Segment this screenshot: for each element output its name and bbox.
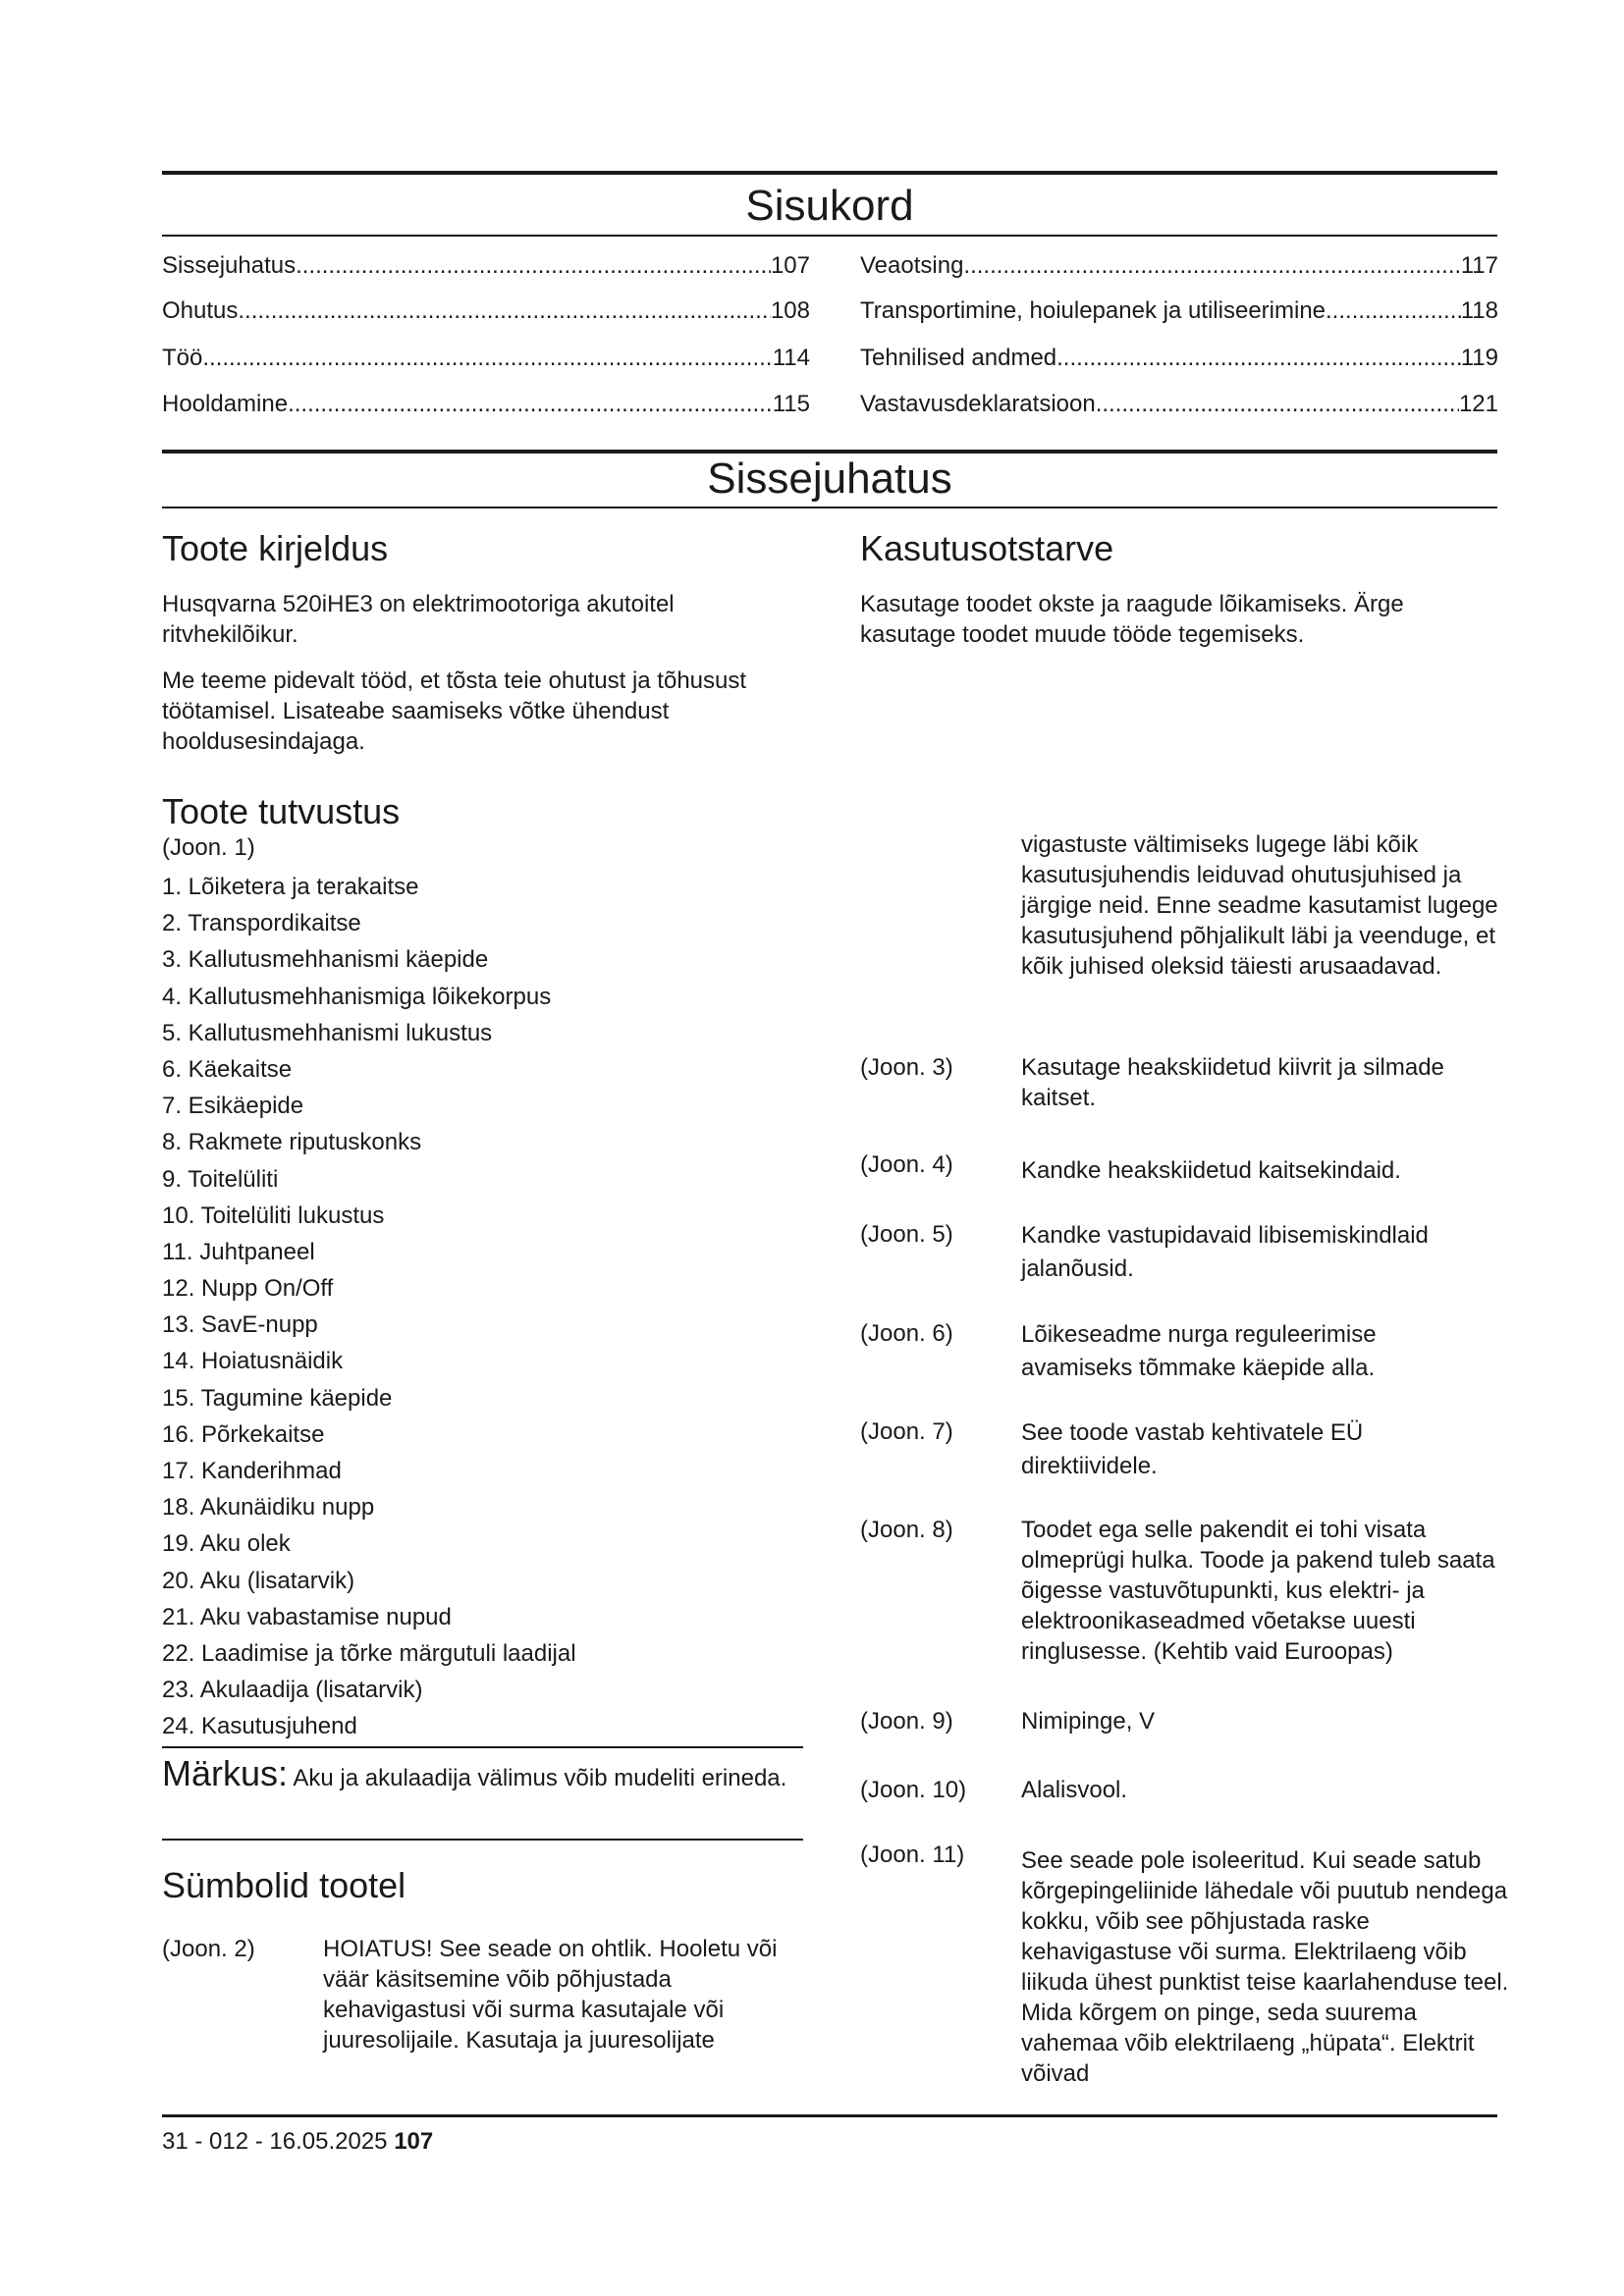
description-heading: Toote kirjeldus <box>162 528 389 568</box>
toc-entry-page: 114 <box>772 345 810 371</box>
toc-entry-label: Tehnilised andmed <box>860 345 1057 371</box>
list-item: 16. Põrkekaitse <box>162 1420 325 1448</box>
symbol-figure-ref: (Joon. 4) <box>860 1151 953 1178</box>
symbol-text: Kandke heakskiidetud kaitsekindaid. <box>1021 1157 1401 1184</box>
list-item: 17. Kanderihmad <box>162 1458 342 1484</box>
toc-entry-page: 119 <box>1460 345 1498 371</box>
toc-entry-label: Töö <box>162 345 203 371</box>
list-item: 11. Juhtpaneel <box>162 1238 315 1265</box>
description-paragraph-1: Husqvarna 520iHE3 on elektrimootoriga akutoitel ritvhekilõikur. <box>162 591 675 648</box>
section-title: Sissejuhatus <box>707 454 952 503</box>
footer-doc-code: 31 - 012 - 16.05.2025 <box>162 2128 388 2155</box>
symbol-text: HOIATUS! See seade on ohtlik. Hooletu või väär käsitsemine võib põhjustada kehavigastusi või surma kasutajale või juuresolijaile. Kasutaja ja juuresolijate <box>323 1936 778 2054</box>
list-item: 9. Toitelüliti <box>162 1165 279 1193</box>
list-item: 7. Esikäepide <box>162 1093 304 1120</box>
toc-entry[interactable] <box>860 344 1498 373</box>
list-item: 18. Akunäidiku nupp <box>162 1494 375 1522</box>
intended-use-paragraph: Kasutage toodet okste ja raagude lõikamiseks. Ärge kasutage toodet muude tööde tegemiseks. <box>860 591 1404 648</box>
toc-title-rule <box>162 235 1497 237</box>
symbol-text: See toode vastab kehtivatele EÜ direktiividele. <box>1021 1419 1364 1479</box>
symbol-figure-ref: (Joon. 2) <box>162 1936 255 1962</box>
list-item: 23. Akulaadija (lisatarvik) <box>162 1677 423 1704</box>
list-item: 1. Lõiketera ja terakaitse <box>162 874 419 900</box>
toc-entry-label: Transportimine, hoiulepanek ja utiliseerimine <box>860 297 1326 324</box>
parts-list <box>162 869 790 1745</box>
list-item: 14. Hoiatusnäidik <box>162 1348 344 1375</box>
symbol-figure-ref: (Joon. 8) <box>860 1517 953 1543</box>
toc-entry[interactable] <box>860 251 1498 281</box>
list-item: 20. Aku (lisatarvik) <box>162 1567 355 1594</box>
list-item: 2. Transpordikaitse <box>162 910 361 937</box>
list-item: 24. Kasutusjuhend <box>162 1713 357 1740</box>
toc-entry-page: 121 <box>1458 391 1498 417</box>
toc-entry-label: Vastavusdeklaratsioon <box>860 391 1096 417</box>
list-item: 12. Nupp On/Off <box>162 1275 334 1303</box>
symbol-figure-ref: (Joon. 10) <box>860 1777 967 1803</box>
symbol-text: Alalisvool. <box>1021 1777 1128 1803</box>
toc-entry[interactable] <box>162 344 810 373</box>
list-item: 3. Kallutusmehhanismi käepide <box>162 946 489 974</box>
toc-entry[interactable] <box>860 390 1498 419</box>
note-title: Märkus: <box>162 1753 289 1793</box>
toc-entry-page: 107 <box>770 252 810 279</box>
toc-top-rule <box>162 171 1497 175</box>
symbol-figure-ref: (Joon. 7) <box>860 1418 953 1445</box>
symbol-figure-ref: (Joon. 6) <box>860 1320 953 1347</box>
toc-entry-page: 117 <box>1460 252 1498 279</box>
note-top-rule <box>162 1746 803 1748</box>
list-item: 22. Laadimise ja tõrke märgutuli laadijal <box>162 1639 576 1667</box>
symbol-figure-ref: (Joon. 5) <box>860 1221 953 1248</box>
symbol-text: Toodet ega selle pakendit ei tohi visata olmeprügi hulka. Toode ja pakend tuleb saata õigesse vastuvõtupunkti, kus elektri- ja elektroonikaseadmed võetakse uuesti ringlusesse. (Kehtib vaid Euroopas) <box>1021 1517 1495 1665</box>
symbol-figure-ref: (Joon. 3) <box>860 1054 953 1081</box>
note-box <box>162 1753 790 1794</box>
toc-title: Sisukord <box>745 182 914 230</box>
toc-entry[interactable] <box>860 296 1498 326</box>
list-item: 13. SavE-nupp <box>162 1311 318 1339</box>
symbol-text: Kandke vastupidavaid libisemiskindlaid jalanõusid. <box>1021 1222 1429 1282</box>
footer-rule <box>162 2114 1497 2117</box>
symbol-text: Kasutage heakskiidetud kiivrit ja silmade kaitset. <box>1021 1054 1444 1111</box>
list-item: 5. Kallutusmehhanismi lukustus <box>162 1019 493 1046</box>
toc-entry-label: Ohutus <box>162 297 239 324</box>
list-item: 4. Kallutusmehhanismiga lõikekorpus <box>162 983 552 1010</box>
overview-figure-ref: (Joon. 1) <box>162 834 255 861</box>
footer-page-number: 107 <box>394 2128 434 2155</box>
toc-entry[interactable] <box>162 251 810 281</box>
symbol-text: Lõikeseadme nurga reguleerimise avamiseks tõmmake käepide alla. <box>1021 1321 1377 1381</box>
list-item: 19. Aku olek <box>162 1530 291 1558</box>
symbol-figure-ref: (Joon. 9) <box>860 1708 953 1735</box>
intended-use-heading: Kasutusotstarve <box>860 528 1114 568</box>
list-item: 21. Aku vabastamise nupud <box>162 1603 452 1630</box>
list-item: 8. Rakmete riputuskonks <box>162 1129 422 1156</box>
overview-heading: Toote tutvustus <box>162 791 401 831</box>
toc-entry[interactable] <box>162 296 810 326</box>
symbol-text: See seade pole isoleeritud. Kui seade satub kõrgepingeliinide lähedale või puutub nendega kokku, võib see põhjustada raske kehavigastuse või surma. Elektrilaeng võib liikuda ühest punktist teise kaarlahenduse teel. Mida kõrgem on pinge, seda suurema vahemaa võib elektrilaeng „hüpata“. Elektrit võivad <box>1021 1847 1509 2087</box>
toc-entry-page: 108 <box>770 297 810 324</box>
symbol-text: Nimipinge, V <box>1021 1708 1156 1735</box>
list-item: 6. Käekaitse <box>162 1055 293 1083</box>
symbols-heading: Sümbolid tootel <box>162 1865 406 1905</box>
list-item: 15. Tagumine käepide <box>162 1384 393 1412</box>
page-footer <box>162 2127 433 2157</box>
list-item: 10. Toitelüliti lukustus <box>162 1201 385 1229</box>
toc-entry[interactable] <box>162 390 810 419</box>
toc-entry-label: Hooldamine <box>162 391 289 417</box>
toc-entry-label: Sissejuhatus <box>162 252 297 279</box>
toc-entry-page: 118 <box>1460 297 1498 324</box>
note-bottom-rule <box>162 1839 803 1841</box>
description-paragraph-2: Me teeme pidevalt tööd, et tõsta teie ohutust ja tõhusust töötamisel. Lisateabe saamiseks võtke ühendust hooldusesindajaga. <box>162 667 747 755</box>
symbol-continuation-text: vigastuste vältimiseks lugege läbi kõik kasutusjuhendis leiduvad ohutusjuhised ja järgige neid. Enne seadme kasutamist lugege kasutusjuhend põhjalikult läbi ja veenduge, et kõik juhised oleksid täiesti arusaadavad. <box>1021 831 1498 980</box>
note-text: Aku ja akulaadija välimus võib mudeliti erineda. <box>293 1765 787 1791</box>
toc-entry-label: Veaotsing <box>860 252 964 279</box>
symbol-figure-ref: (Joon. 11) <box>860 1842 965 1868</box>
section-title-rule <box>162 507 1497 508</box>
toc-entry-page: 115 <box>772 391 810 417</box>
